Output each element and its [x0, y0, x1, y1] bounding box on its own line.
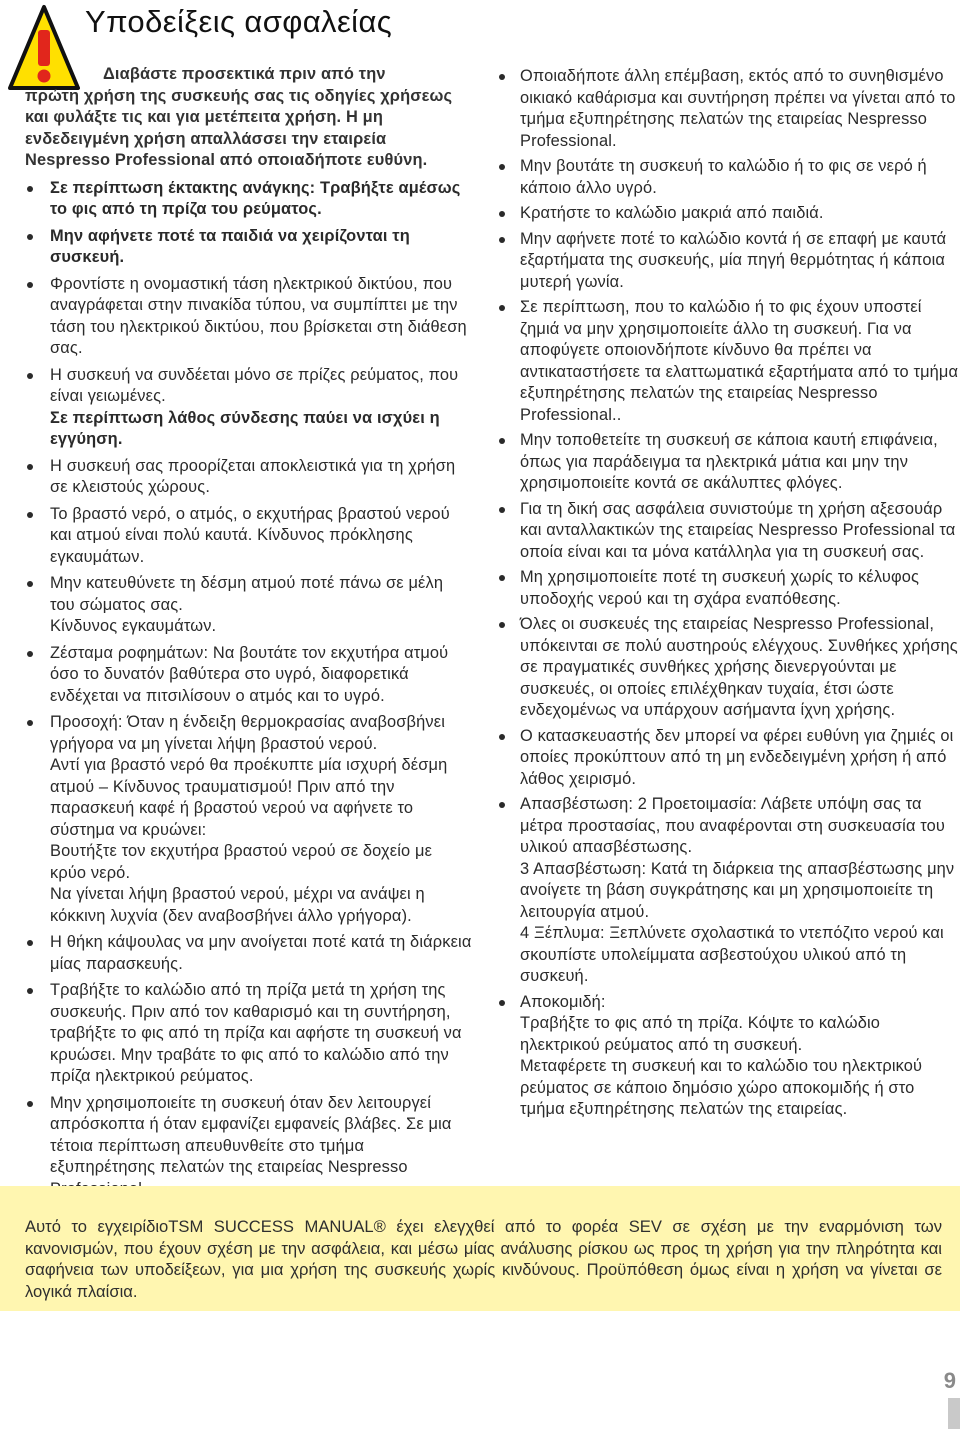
page-title: Υποδείξεις ασφαλείας — [85, 4, 393, 39]
page-edge-tab — [948, 1398, 960, 1429]
list-item — [25, 226, 472, 269]
item-text: Μην κατευθύνετε τη δέσμη ατμού ποτέ πάνω σε μέλη του σώματος σας. — [50, 574, 444, 614]
item-text: Μην βουτάτε τη συσκευή το καλώδιο ή το φις σε νερό ή κάποιο άλλο υγρό. — [520, 157, 927, 197]
list-item — [498, 726, 960, 791]
list-item — [498, 567, 960, 610]
certification-note — [0, 1186, 960, 1311]
item-text: Ζέσταμα ροφημάτων: Να βουτάτε τον εκχυτήρα ατμού όσο το δυνατόν βαθύτερα στο υγρό, διαφορετικά ενδέχεται να πιτσιλίσουν ο ατμός και το υγρό. — [50, 643, 449, 705]
item-text: Για τη δική σας ασφάλεια συνιστούμε τη χρήση αξεσουάρ και ανταλλακτικών της εταιρείας Nespresso Professional τα οποία είναι και τα μόνα κατάλληλα για τη συσκευή σας. — [520, 499, 956, 561]
list-item — [498, 794, 960, 988]
list-item — [25, 980, 472, 1088]
item-text: Μην χρησιμοποιείτε τη συσκευή όταν δεν λειτουργεί απρόσκοπτα ή όταν εμφανίζει εμφανείς βλάβες. Σε μια τέτοια περίπτωση απευθυνθείτε στο τμήμα εξυπηρέτησης πελατών της εταιρείας Nespresso — [50, 1093, 452, 1176]
item-text: Απασβέστωση: 2 Προετοιμασία: Λάβετε υπόψη σας τα μέτρα προστασίας, που αναφέρονται στη συσκευασία του υλικού απασβέστωσης. — [520, 795, 946, 856]
list-item — [25, 178, 472, 221]
item-text: Σε περίπτωση, που το καλώδιο ή το φις έχουν υποστεί ζημιά να μην χρησιμοποιείτε άλλο τη συσκευή. Για να αποφύγετε οποιονδήποτε κίνδυνο θα πρέπει να αντικαταστήσετε τα ελαττωματικά εξαρτήματα από το τμήμα εξυπηρέτησης πελατών της εταιρείας Nespresso Professional.. — [520, 298, 959, 424]
item-text-2: Κίνδυνος εγκαυμάτων. — [50, 617, 217, 635]
item-text-4: Να γίνεται λήψη βραστού νερού, μέχρι να ανάψει η κόκκινη λυχνία (δεν αναβοσβήνει άλλο γρήγορα). — [50, 885, 425, 925]
item-text-2: Τραβήξτε το φις από τη πρίζα. Κόψτε το καλώδιο ηλεκτρικού ρεύματος από τη συσκευή. — [520, 1014, 881, 1054]
list-item — [25, 1093, 472, 1201]
item-text: Οποιαδήποτε άλλη επέμβαση, εκτός από το συνηθισμένο οικιακό καθάρισμα και συντήρηση πρέπει να γίνεται από το τμήμα εξυπηρέτησης πελατών της εταιρείας Nespresso Professional. — [520, 67, 956, 150]
list-item — [498, 156, 960, 199]
intro-lead: Διαβάστε προσεκτικά πριν από την — [103, 65, 386, 83]
item-text: Μην τοποθετείτε τη συσκευή σε κάποια καυτή επιφάνεια, όπως για παράδειγμα τα ηλεκτρικά μάτια και μην την χρησιμοποιείτε κοντά σε ακάλυπτες φλόγες. — [520, 431, 938, 492]
safety-list-right — [498, 66, 960, 1121]
list-item — [25, 504, 472, 569]
item-text: Τραβήξτε το καλώδιο από τη πρίζα μετά τη χρήση της συσκευής. Πριν από τον καθαρισμό και τη συντήρηση, τραβήξτε το φις από τη πρίζα και αφήστε τη συσκευή να κρυώσει. Μην τραβάτε το φις από το καλώδιο από την πρίζα ηλεκτρικού ρεύματος. — [50, 981, 462, 1085]
item-text: Όλες οι συσκευές της εταιρείας Nespresso Professional, υπόκεινται σε πολύ αυστηρούς ελέγχους. Συνθήκες χρήσης σε πραγματικές συνθήκες χρήσης διενεργούνται με συσκευές, οι οποίες επιλέχθηκαν τυχαία, έτσι ώστε ενδεχομένως να υπάρχουν ασήμαντα ίχνη χρήσης. — [520, 615, 958, 719]
item-text-3: Μεταφέρετε τη συσκευή και το καλώδιο του ηλεκτρικού ρεύματος σε κάποιο δημόσιο χώρο αποκομιδής ή στο τμήμα εξυπηρέτησης πελατών της εταιρείας. — [520, 1057, 923, 1118]
item-text: Μην αφήνετε ποτέ το καλώδιο κοντά ή σε επαφή με καυτά εξαρτήματα της συσκευής, μία πηγή θερμότητας ή κάποια μυτερή γωνία. — [520, 229, 947, 291]
list-item — [498, 229, 960, 294]
list-item — [25, 643, 472, 708]
list-item — [498, 66, 960, 152]
item-text: Προσοχή: Όταν η ένδειξη θερμοκρασίας αναβοσβήνει γρήγορα να μη γίνεται λήψη βραστού νερού. — [50, 713, 445, 753]
intro-paragraph — [25, 64, 472, 172]
safety-list-left — [25, 178, 472, 1201]
list-item — [25, 712, 472, 927]
item-text: Μη χρησιμοποιείτε ποτέ τη συσκευή χωρίς το κέλυφος υποδοχής νερού και τη σχάρα εναπόθεσης. — [520, 568, 920, 608]
list-item — [498, 992, 960, 1121]
item-bold: Σε περίπτωση έκτακτης ανάγκης: Τραβήξτε αμέσως το φις από τη πρίζα του ρεύματος. — [50, 178, 461, 218]
right-column — [498, 66, 960, 1125]
item-text: Αποκομιδή: — [520, 992, 606, 1011]
item-text: Η συσκευή σας προορίζεται αποκλειστικά για τη χρήση σε κλειστούς χώρους. — [50, 456, 456, 496]
item-bold: Μην αφήνετε ποτέ τα παιδιά να χειρίζονται τη συσκευή. — [50, 226, 410, 266]
item-text-2: Αντί για βραστό νερό θα προέκυπτε μία ισχυρή δέσμη ατμού – Κίνδυνος τραυματισμού! Πριν από την παρασκευή καφέ ή βραστού νερού να αφήνετε το σύστημα να κρυώνει: — [50, 756, 448, 839]
list-item — [25, 932, 472, 975]
item-text-3: Βουτήξτε τον εκχυτήρα βραστού νερού σε δοχείο με κρύο νερό. — [50, 842, 433, 882]
list-item — [498, 614, 960, 722]
item-text: Ο κατασκευαστής δεν μπορεί να φέρει ευθύνη για ζημιές οι οποίες προκύπτουν από τη μη ενδεδειγμένη χρήση ή από λάθος χειρισμό. — [520, 726, 954, 788]
list-item — [25, 456, 472, 499]
item-text: Κρατήστε το καλώδιο μακριά από παιδιά. — [520, 204, 824, 222]
list-item — [498, 430, 960, 495]
list-item — [25, 365, 472, 451]
left-column — [25, 64, 472, 1205]
item-text: Φροντίστε η ονομαστική τάση ηλεκτρικού δικτύου, που αναγράφεται στην πινακίδα τύπου, να συμπίπτει με την τάση του ηλεκτρικού δικτύου, που βρίσκεται στη διάθεση σας. — [50, 274, 467, 357]
item-text-3: 4 Ξέπλυμα: Ξεπλύνετε σχολαστικά το ντεπόζιτο νερού και σκουπίστε υπολείμματα ασβεστούχου υλικού από τη συσκευή. — [520, 924, 944, 985]
note-text: Αυτό το εγχειρίδιοTSM SUCCESS MANUAL® έχει ελεγχθεί από το φορέα SEV σε σχέση με την εναρμόνιση των κανονισμών, που έχουν σχέση με την ασφάλεια, και μέσω μίας ανάλυσης ρίσκου ως προς τη χρήση για την πληρότητα και σαφήνεια των υποδείξεων, για μια χρήση της συσκευής χωρίς κινδύνους. Προϋπόθεση όμως είναι η χρήση να γίνεται σε λογικά πλαίσια. — [25, 1217, 942, 1301]
item-bold: Σε περίπτωση λάθος σύνδεσης παύει να ισχύει η εγγύηση. — [50, 408, 440, 448]
list-item — [498, 297, 960, 426]
item-text: Το βραστό νερό, ο ατμός, ο εκχυτήρας βραστού νερού και ατμού είναι πολύ καυτά. Κίνδυνος πρόκλησης εγκαυμάτων. — [50, 504, 450, 566]
item-text-2: 3 Απασβέστωση: Κατά τη διάρκεια της απασβέστωσης μην ανοίγετε τη βάση συγκράτησης και μη χρησιμοποιείτε τη λειτουργία ατμού. — [520, 859, 955, 921]
page-number: 9 — [943, 1368, 956, 1393]
list-item — [498, 203, 960, 225]
intro-rest: πρώτη χρήση της συσκευής σας τις οδηγίες χρήσεως και φυλάξτε τις και για μετέπειτα χρήση. Η μη ενδεδειγμένη χρήση απαλλάσσει την εταιρεία Nespresso Professional από οποιαδήποτε ευθύνη. — [25, 86, 453, 169]
list-item — [25, 573, 472, 638]
list-item — [25, 274, 472, 360]
item-text: Η συσκευή να συνδέεται μόνο σε πρίζες ρεύματος, που είναι γειωμένες. — [50, 365, 459, 405]
item-text: Η θήκη κάψουλας να μην ανοίγεται ποτέ κατά τη διάρκεια μίας παρασκευής. — [50, 933, 472, 973]
list-item — [498, 499, 960, 564]
